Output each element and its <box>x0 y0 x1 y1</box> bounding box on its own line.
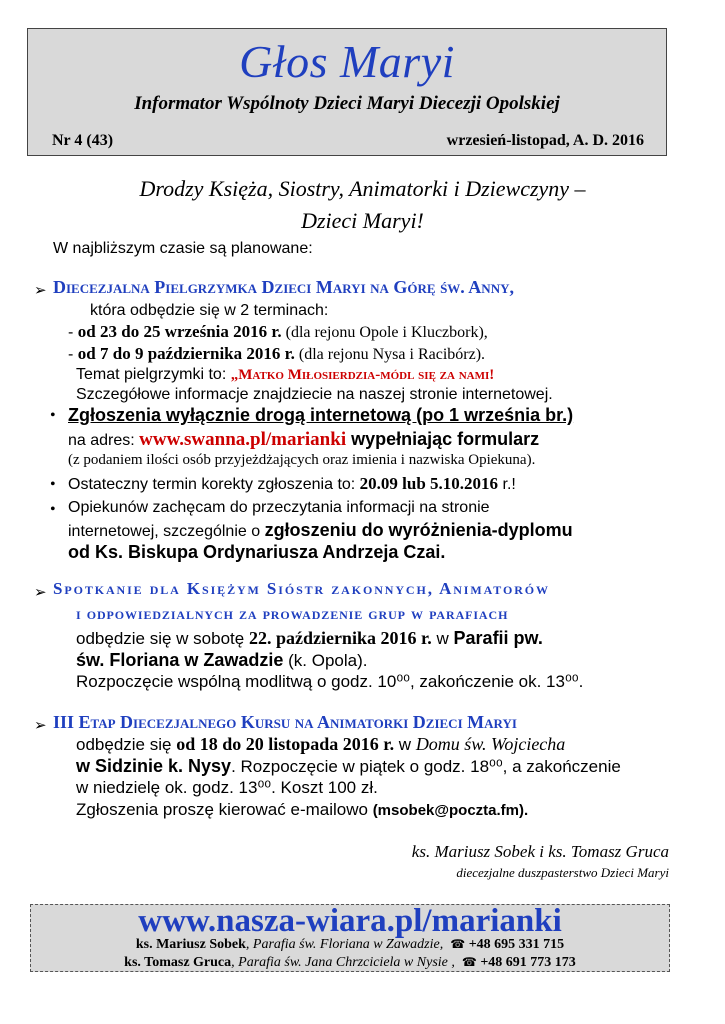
address-prefix: na adres: <box>68 432 140 449</box>
contact-2-parish: , Parafia św. Jana Chrzciciela w Nysie , <box>231 955 455 970</box>
registration-note: (z podaniem ilości osób przyjeżdżających oraz imienia i nazwiska Opiekuna). <box>68 452 536 468</box>
footer-box <box>30 904 670 972</box>
meeting-place-suffix: (k. Opola). <box>283 651 368 670</box>
contact-line-2 <box>31 955 669 971</box>
arrow-bullet-icon: ➢ <box>34 585 47 601</box>
pilgrimage-theme <box>76 366 494 384</box>
section1-title: Diecezjalna Pielgrzymka Dzieci Maryi na Górę św. Anny, <box>53 277 514 297</box>
course-town: w Sidzinie k. Nysy <box>76 756 232 776</box>
bullet-icon: • <box>50 501 56 518</box>
deadline-suffix: r.! <box>498 476 516 493</box>
course-registration <box>76 800 528 820</box>
meeting-date-prefix: odbędzie się w sobotę <box>76 629 249 648</box>
newsletter-subtitle: Informator Wspólnoty Dzieci Maryi Diecezji Opolskiej <box>134 93 560 114</box>
section1-line1: która odbędzie się w 2 terminach: <box>90 302 329 319</box>
registration-link[interactable]: www.swanna.pl/marianki <box>139 429 347 450</box>
meeting-times: Rozpoczęcie wspólną modlitwą o godz. 10⁰⁰, zakończenie ok. 13⁰⁰. <box>76 672 584 691</box>
guardians-line-1: Opiekunów zachęcam do przeczytania informacji na stronie <box>68 499 490 516</box>
contact-1-parish: , Parafia św. Floriana w Zawadzie, <box>245 937 444 952</box>
registration-info: Zgłoszenia wyłącznie drogą internetową (po 1 września br.) <box>68 405 574 425</box>
course-date-value: od 18 do 20 listopada 2016 r. <box>176 734 395 754</box>
address-suffix: wypełniając formularz <box>346 429 540 449</box>
term-2 <box>68 344 485 364</box>
term-1-dash: - <box>68 324 78 341</box>
issue-date: wrzesień-listopad, A. D. 2016 <box>446 132 644 149</box>
issue-number: Nr 4 (43) <box>52 132 114 149</box>
theme-prefix: Temat pielgrzymki to: <box>76 366 231 383</box>
greeting-line-1: Drodzy Księża, Siostry, Animatorki i Dziewczyny – <box>139 176 586 201</box>
contact-1-phone: +48 695 331 715 <box>468 937 565 952</box>
guardians-line-2 <box>68 520 573 541</box>
signature-role: diecezjalne duszpasterstwo Dzieci Maryi <box>456 865 669 880</box>
contact-line-1 <box>31 937 669 953</box>
bullet-icon: • <box>50 407 56 424</box>
section2-title-line-2: i odpowiedzialnych za prowadzenie grup w parafiach <box>76 604 509 623</box>
term-2-dash: - <box>68 346 78 363</box>
term-2-region: (dla rejonu Nysa i Racibórz). <box>294 346 486 363</box>
intro-text: W najbliższym czasie są planowane: <box>53 240 313 257</box>
course-date-mid: w <box>394 735 416 754</box>
contact-2-phone: +48 691 773 173 <box>480 955 576 970</box>
course-venue: Domu św. Wojciecha <box>415 734 566 754</box>
meeting-date <box>76 628 543 649</box>
registration-address <box>68 429 539 451</box>
course-start: . Rozpoczęcie w piątek o godz. 18⁰⁰, a zakończenie <box>231 757 621 776</box>
meeting-place <box>76 650 367 671</box>
website-link[interactable]: www.nasza-wiara.pl/marianki <box>138 903 562 939</box>
correction-deadline <box>68 474 516 494</box>
greeting-line-2: Dzieci Maryi! <box>301 208 424 233</box>
guardians-line-2-prefix: internetowej, szczególnie o <box>68 523 265 540</box>
term-1-region: (dla rejonu Opole i Kluczbork), <box>281 324 488 341</box>
course-end-cost: w niedzielę ok. godz. 13⁰⁰. Koszt 100 zł. <box>76 778 378 797</box>
details-text: Szczegółowe informacje znajdziecie na naszej stronie internetowej. <box>76 386 553 403</box>
deadline-dates: 20.09 lub 5.10.2016 <box>359 474 499 493</box>
term-1-dates: od 23 do 25 września 2016 r. <box>77 322 282 341</box>
meeting-place-name: św. Floriana w Zawadzie <box>76 650 284 670</box>
term-2-dates: od 7 do 9 października 2016 r. <box>77 344 295 363</box>
diploma-info: zgłoszeniu do wyróżnienia-dyplomu <box>264 520 573 540</box>
newsletter-title: Głos Maryi <box>239 36 455 87</box>
theme-text: „Matko Miłosierdzia-módl się za nami! <box>230 367 495 383</box>
course-date <box>76 734 565 755</box>
course-location <box>76 756 621 777</box>
guardians-line-3: od Ks. Biskupa Ordynariusza Andrzeja Czai. <box>68 542 446 562</box>
course-date-prefix: odbędzie się <box>76 735 177 754</box>
course-registration-prefix: Zgłoszenia proszę kierować e-mailowo <box>76 800 373 819</box>
telephone-icon: ☎ <box>461 955 477 969</box>
contact-email[interactable]: (msobek@poczta.fm). <box>372 802 529 819</box>
telephone-icon: ☎ <box>450 937 466 951</box>
arrow-bullet-icon: ➢ <box>34 718 47 734</box>
masthead <box>27 28 667 156</box>
meeting-date-value: 22. października 2016 r. <box>248 628 432 648</box>
term-1 <box>68 322 488 342</box>
meeting-parish: Parafii pw. <box>453 628 543 648</box>
bullet-icon: • <box>50 476 56 493</box>
meeting-date-mid: w <box>431 629 454 648</box>
signature-names: ks. Mariusz Sobek i ks. Tomasz Gruca <box>411 842 669 861</box>
section3-title: III Etap Diecezjalnego Kursu na Animatorki Dzieci Maryi <box>53 712 517 732</box>
arrow-bullet-icon: ➢ <box>34 283 47 299</box>
deadline-prefix: Ostateczny termin korekty zgłoszenia to: <box>68 476 360 493</box>
contact-2-name: ks. Tomasz Gruca <box>124 955 232 970</box>
section2-title-line-1: Spotkanie dla Księżym Sióstr zakonnych, Animatorów <box>53 579 550 598</box>
contact-1-name: ks. Mariusz Sobek <box>135 937 246 952</box>
